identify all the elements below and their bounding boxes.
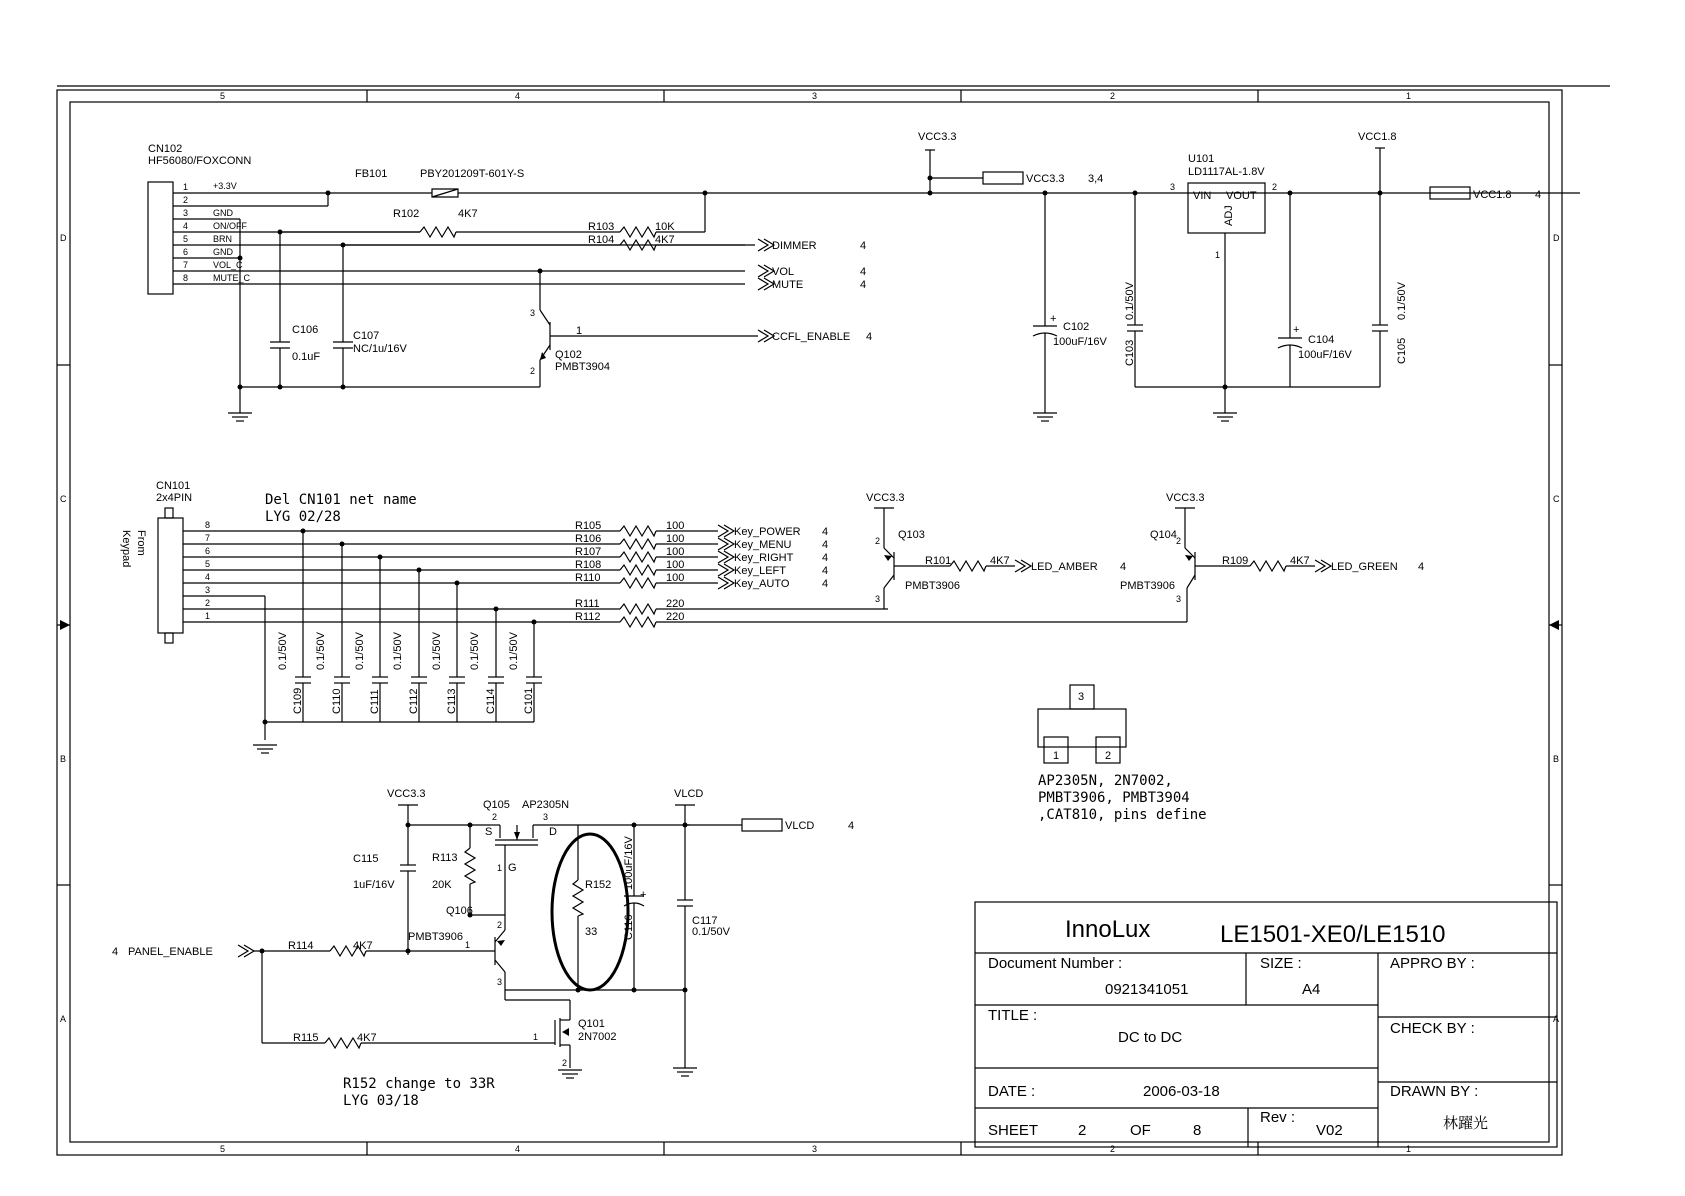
- cn102-pin-name: MUTE_C: [213, 273, 251, 283]
- q105-ref: Q105: [483, 799, 510, 811]
- c117-value: 0.1/50V: [692, 926, 730, 938]
- resistor-r103: [620, 227, 656, 237]
- u101-part: LD1117AL-1.8V: [1188, 166, 1265, 178]
- keypad-label: Keypad: [120, 530, 132, 568]
- c111-ref: C111: [369, 689, 381, 714]
- c112-ref: C112: [408, 688, 420, 714]
- u101-ref: U101: [1188, 153, 1215, 165]
- c104-value: 100uF/16V: [1298, 349, 1352, 361]
- resistor-r112: [620, 617, 656, 627]
- r102-ref: R102: [393, 208, 420, 220]
- c114-ref: C114: [485, 688, 497, 714]
- net-key-menu-ref: 4: [822, 539, 829, 551]
- c104-plus: +: [1293, 324, 1300, 336]
- r105-ref: R105: [575, 520, 602, 532]
- vcc18-port-label: VCC1.8: [1473, 189, 1512, 201]
- c112-value: 0.1/50V: [392, 632, 404, 670]
- title-label: TITLE :: [988, 1007, 1038, 1024]
- cn102-pin-name: VOL_C: [213, 260, 243, 270]
- package-pin2: 2: [1105, 750, 1112, 762]
- col-label-5-bottom: 5: [220, 1144, 226, 1154]
- r152-highlight-ellipse: [552, 834, 628, 990]
- package-pin3: 3: [1078, 691, 1085, 703]
- resistor-r102: [420, 227, 456, 237]
- r110-value: 100: [666, 572, 685, 584]
- power-section: [148, 131, 1580, 421]
- from-label: From: [135, 530, 147, 556]
- resistor-r115: [325, 1038, 361, 1048]
- ground-symbol: [228, 413, 252, 421]
- row-label-a: A: [60, 1014, 67, 1024]
- cn101-pin: 7: [205, 533, 211, 543]
- col-label-2-bottom: 2: [1110, 1144, 1116, 1154]
- r106-ref: R106: [575, 533, 602, 545]
- cn102-pin: 8: [183, 273, 189, 283]
- of-label: OF: [1130, 1122, 1151, 1139]
- q102-pin1: 1: [576, 325, 583, 337]
- keypad-note-line2: LYG 02/28: [265, 509, 341, 525]
- col-label-3-bottom: 3: [812, 1144, 818, 1154]
- panel-note-line2: LYG 03/18: [343, 1093, 419, 1109]
- row-label-c: C: [60, 494, 67, 504]
- q106-part: PMBT3906: [408, 931, 464, 943]
- sheet-number: 2: [1078, 1122, 1087, 1139]
- c110-value: 0.1/50V: [315, 632, 327, 670]
- keypad-note-line1: Del CN101 net name: [265, 492, 417, 508]
- net-vol: VOL: [772, 266, 795, 278]
- row-label-d: D: [60, 233, 67, 243]
- col-label-2: 2: [1110, 91, 1116, 101]
- resistor-r107: [620, 552, 656, 562]
- keypad-resistor-labels: [575, 520, 828, 623]
- q103-part: PMBT3906: [905, 580, 961, 592]
- q104-pin2: 2: [1176, 536, 1182, 546]
- cn101-part: 2x4PIN: [156, 492, 193, 504]
- title-value: DC to DC: [1118, 1029, 1183, 1046]
- r104-ref: R104: [588, 234, 615, 246]
- cn102-pin: 7: [183, 260, 189, 270]
- u101-vout: VOUT: [1226, 190, 1257, 202]
- r111-value: 220: [666, 598, 685, 610]
- cn102-pin: 3: [183, 208, 189, 218]
- cn101-pin: 2: [205, 598, 211, 608]
- row-label-b-right: B: [1553, 754, 1560, 764]
- resistor-r105: [620, 526, 656, 536]
- pin-define-diagram: [1038, 685, 1207, 823]
- q106-pin3: 3: [497, 977, 503, 987]
- col-label-5: 5: [220, 91, 226, 101]
- q105-pin3: 3: [543, 812, 549, 822]
- r110-ref: R110: [575, 572, 601, 584]
- c102-plus: +: [1050, 313, 1057, 325]
- c105-ref: C105: [1396, 337, 1408, 364]
- net-key-left-ref: 4: [822, 565, 829, 577]
- q106-pin2: 2: [497, 920, 503, 930]
- net-key-right: Key_RIGHT: [734, 552, 794, 564]
- cn102-pin: 2: [183, 195, 189, 205]
- c115-ref: C115: [353, 853, 379, 865]
- c109-value: 0.1/50V: [277, 632, 289, 670]
- c103-ref: C103: [1124, 339, 1136, 366]
- r101-ref: R101: [925, 555, 952, 567]
- r106-value: 100: [666, 533, 685, 545]
- cn102-pin: 6: [183, 247, 189, 257]
- cn102-part: HF56080/FOXCONN: [148, 155, 252, 167]
- title-block: [975, 902, 1560, 1147]
- net-led-amber-ref: 4: [1120, 561, 1127, 573]
- cn102-pin-name: ON/OFF: [213, 221, 247, 231]
- resistor-r110: [620, 578, 656, 588]
- u101-pin2: 2: [1272, 182, 1278, 192]
- r109-ref: R109: [1222, 555, 1249, 567]
- u101-pin3: 3: [1170, 182, 1176, 192]
- q102-part: PMBT3904: [555, 361, 611, 373]
- cn101-pin: 8: [205, 520, 211, 530]
- net-key-menu: Key_MENU: [734, 539, 792, 551]
- c106-ref: C106: [292, 324, 319, 336]
- net-key-auto-ref: 4: [822, 578, 829, 590]
- vcc18-label: VCC1.8: [1358, 131, 1397, 143]
- model-name: LE1501-XE0/LE1510: [1220, 921, 1446, 948]
- c113-value: 0.1/50V: [431, 632, 443, 670]
- doc-number-label: Document Number :: [988, 955, 1123, 972]
- u101-vin: VIN: [1193, 190, 1212, 202]
- cn101-connector: [158, 518, 183, 633]
- q103-ref: Q103: [898, 529, 925, 541]
- net-key-right-ref: 4: [822, 552, 829, 564]
- c101-ref: C101: [523, 687, 535, 714]
- q101-ref: Q101: [578, 1018, 605, 1030]
- cn101-pin: 3: [205, 585, 211, 595]
- resistor-r111: [620, 604, 656, 614]
- package-pin1: 1: [1053, 750, 1060, 762]
- vcc33-label: VCC3.3: [918, 131, 957, 143]
- r111-ref: R111: [575, 598, 600, 610]
- col-label-1-bottom: 1: [1406, 1144, 1412, 1154]
- net-ccfl-ref: 4: [866, 331, 873, 343]
- net-key-auto: Key_AUTO: [734, 578, 790, 590]
- rev-label: Rev :: [1260, 1109, 1296, 1126]
- panel-enable-net: PANEL_ENABLE: [128, 946, 213, 958]
- u101-adj: ADJ: [1223, 205, 1235, 226]
- q104-vcc: VCC3.3: [1166, 492, 1205, 504]
- net-mute-ref: 4: [860, 279, 867, 291]
- row-label-c-right: C: [1553, 494, 1560, 504]
- col-label-4-bottom: 4: [515, 1144, 521, 1154]
- row-label-d-right: D: [1553, 233, 1560, 243]
- q102-pin3: 3: [530, 308, 536, 318]
- col-label-4: 4: [515, 91, 521, 101]
- q101-pin1: 1: [533, 1032, 539, 1042]
- resistor-r106: [620, 539, 656, 549]
- q105-drain: D: [549, 826, 557, 838]
- c116-value: 100uF/16V: [623, 836, 635, 890]
- c102-value: 100uF/16V: [1053, 336, 1107, 348]
- cn102-pin-name: BRN: [213, 234, 233, 244]
- r112-value: 220: [666, 611, 685, 623]
- size-label: SIZE :: [1260, 955, 1302, 972]
- q105-part: AP2305N: [522, 799, 570, 811]
- q101-part: 2N7002: [578, 1031, 617, 1043]
- c116-plus: +: [640, 889, 647, 901]
- r105-value: 100: [666, 520, 685, 532]
- c113-ref: C113: [446, 688, 458, 714]
- panel-enable-ref: 4: [112, 946, 119, 958]
- sot23-package: [1038, 709, 1126, 747]
- r112-ref: R112: [575, 611, 601, 623]
- vlcd-port-label: VLCD: [785, 820, 815, 832]
- q106-pin1: 1: [465, 940, 471, 950]
- row-label-a-right: A: [1553, 1014, 1560, 1024]
- q105-pin2: 2: [492, 812, 498, 822]
- r113-value: 20K: [432, 879, 452, 891]
- ground-symbol: [558, 1070, 582, 1078]
- vcc33-port: [983, 172, 1023, 184]
- c106-value: 0.1uF: [292, 351, 321, 363]
- ground-symbol: [1213, 413, 1237, 421]
- r152-value: 33: [585, 926, 598, 938]
- sheet-label: SHEET: [988, 1122, 1039, 1139]
- cn101-pin: 6: [205, 546, 211, 556]
- q104-pin3: 3: [1176, 594, 1182, 604]
- appro-by-label: APPRO BY :: [1390, 955, 1475, 972]
- size-value: A4: [1302, 981, 1321, 998]
- q101-pin2: 2: [562, 1058, 568, 1068]
- row-label-b: B: [60, 754, 67, 764]
- net-dimmer: DIMMER: [772, 240, 817, 252]
- c103-value: 0.1/50V: [1124, 282, 1136, 320]
- pin-define-line2: PMBT3906, PMBT3904: [1038, 790, 1190, 806]
- ground-symbol: [673, 1068, 697, 1076]
- net-mute: MUTE: [772, 279, 804, 291]
- q102-ref: Q102: [555, 349, 582, 361]
- q105-pin1: 1: [497, 863, 503, 873]
- net-led-green-ref: 4: [1418, 561, 1425, 573]
- cn102-ref: CN102: [148, 143, 183, 155]
- q103-vcc: VCC3.3: [866, 492, 905, 504]
- keypad-section: [120, 480, 1424, 753]
- net-led-amber: LED_AMBER: [1031, 561, 1098, 573]
- ground-symbol: [1033, 413, 1057, 421]
- c105-value: 0.1/50V: [1396, 282, 1408, 320]
- q104-part: PMBT3906: [1120, 580, 1176, 592]
- pin-define-line3: ,CAT810, pins define: [1038, 807, 1207, 823]
- vcc18-port-ref: 4: [1535, 189, 1542, 201]
- drawing-border: [57, 86, 1610, 1155]
- cn102-pin-name: GND: [213, 247, 233, 257]
- cn102-connector: [148, 182, 173, 294]
- cn101-pin: 4: [205, 572, 211, 582]
- r103-ref: R103: [588, 221, 615, 233]
- c107-ref: C107: [353, 330, 380, 342]
- keypad-caps: [253, 529, 542, 754]
- q105-gate: G: [508, 862, 517, 874]
- r104-value: 4K7: [655, 234, 675, 246]
- net-dimmer-ref: 4: [860, 240, 867, 252]
- q103-pin2: 2: [875, 536, 881, 546]
- r115-ref: R115: [293, 1032, 319, 1044]
- c104-ref: C104: [1308, 334, 1335, 346]
- date-label: DATE :: [988, 1083, 1036, 1100]
- c111-value: 0.1/50V: [354, 632, 366, 670]
- c101-value: 0.1/50V: [508, 632, 520, 670]
- vcc33-port-ref: 3,4: [1088, 173, 1104, 185]
- r114-value: 4K7: [353, 940, 373, 952]
- r113-ref: R113: [432, 852, 458, 864]
- cn101-ref: CN101: [156, 480, 191, 492]
- of-number: 8: [1193, 1122, 1202, 1139]
- resistor-r108: [620, 565, 656, 575]
- vlcd-label: VLCD: [674, 788, 704, 800]
- r107-value: 100: [666, 546, 685, 558]
- panel-section: [112, 788, 854, 1109]
- r108-ref: R108: [575, 559, 602, 571]
- vcc33-port-label: VCC3.3: [1026, 173, 1065, 185]
- r107-ref: R107: [575, 546, 602, 558]
- ground-symbol: [253, 745, 277, 753]
- q102-pin2: 2: [530, 366, 536, 376]
- r102-value: 4K7: [458, 208, 478, 220]
- r109-value: 4K7: [1290, 555, 1310, 567]
- check-by-label: CHECK BY :: [1390, 1020, 1475, 1037]
- fb101-part: PBY201209T-601Y-S: [420, 168, 525, 180]
- r108-value: 100: [666, 559, 685, 571]
- col-label-3: 3: [812, 91, 818, 101]
- cn102-pin: 5: [183, 234, 189, 244]
- cn101-pin: 1: [205, 611, 211, 621]
- c109-ref: C109: [292, 687, 304, 714]
- r101-value: 4K7: [990, 555, 1010, 567]
- panel-note-line1: R152 change to 33R: [343, 1076, 495, 1092]
- fb101-ref: FB101: [355, 168, 388, 180]
- cn102-pin: 1: [183, 182, 189, 192]
- r114-ref: R114: [288, 940, 314, 952]
- col-label-1: 1: [1406, 91, 1412, 101]
- q103-pin3: 3: [875, 594, 881, 604]
- c114-value: 0.1/50V: [469, 632, 481, 670]
- drawn-by-name: 林躍光: [1443, 1115, 1489, 1132]
- net-key-left: Key_LEFT: [734, 565, 786, 577]
- pin-define-line1: AP2305N, 2N7002,: [1038, 773, 1173, 789]
- resistor-r101: [950, 561, 986, 571]
- cn102-pin-name: +3.3V: [213, 181, 237, 191]
- net-key-power: Key_POWER: [734, 526, 801, 538]
- c117-ref: C117: [692, 915, 718, 927]
- q106-ref: Q106: [446, 905, 473, 917]
- resistor-r109: [1250, 561, 1286, 571]
- cn102-pin-name: GND: [213, 208, 233, 218]
- cn102-pin: 4: [183, 221, 189, 231]
- cn101-pin: 5: [205, 559, 211, 569]
- net-key-power-ref: 4: [822, 526, 829, 538]
- c102-ref: C102: [1063, 321, 1090, 333]
- vlcd-port-ref: 4: [848, 820, 855, 832]
- resistor-r113: [465, 848, 475, 884]
- c110-ref: C110: [331, 688, 343, 714]
- c115-value: 1uF/16V: [353, 879, 395, 891]
- q105-source: S: [485, 826, 493, 838]
- panel-vcc33: VCC3.3: [387, 788, 426, 800]
- r103-value: 10K: [655, 221, 675, 233]
- u101-pin1: 1: [1215, 250, 1221, 260]
- vlcd-port: [742, 819, 782, 831]
- date-value: 2006-03-18: [1143, 1083, 1220, 1100]
- q104-ref: Q104: [1150, 529, 1177, 541]
- net-vol-ref: 4: [860, 266, 867, 278]
- r152-ref: R152: [585, 879, 612, 891]
- c107-value: NC/1u/16V: [353, 343, 407, 355]
- r115-value: 4K7: [357, 1032, 377, 1044]
- doc-number: 0921341051: [1105, 981, 1189, 998]
- net-ccfl-enable: CCFL_ENABLE: [772, 331, 851, 343]
- ferrite-bead-fb101: [432, 189, 458, 197]
- net-led-green: LED_GREEN: [1331, 561, 1398, 573]
- rev-value: V02: [1316, 1122, 1343, 1139]
- resistor-r152: [573, 880, 583, 916]
- c116-ref: C116: [623, 914, 635, 940]
- drawn-by-label: DRAWN BY :: [1390, 1083, 1479, 1100]
- company-name: InnoLux: [1065, 916, 1151, 943]
